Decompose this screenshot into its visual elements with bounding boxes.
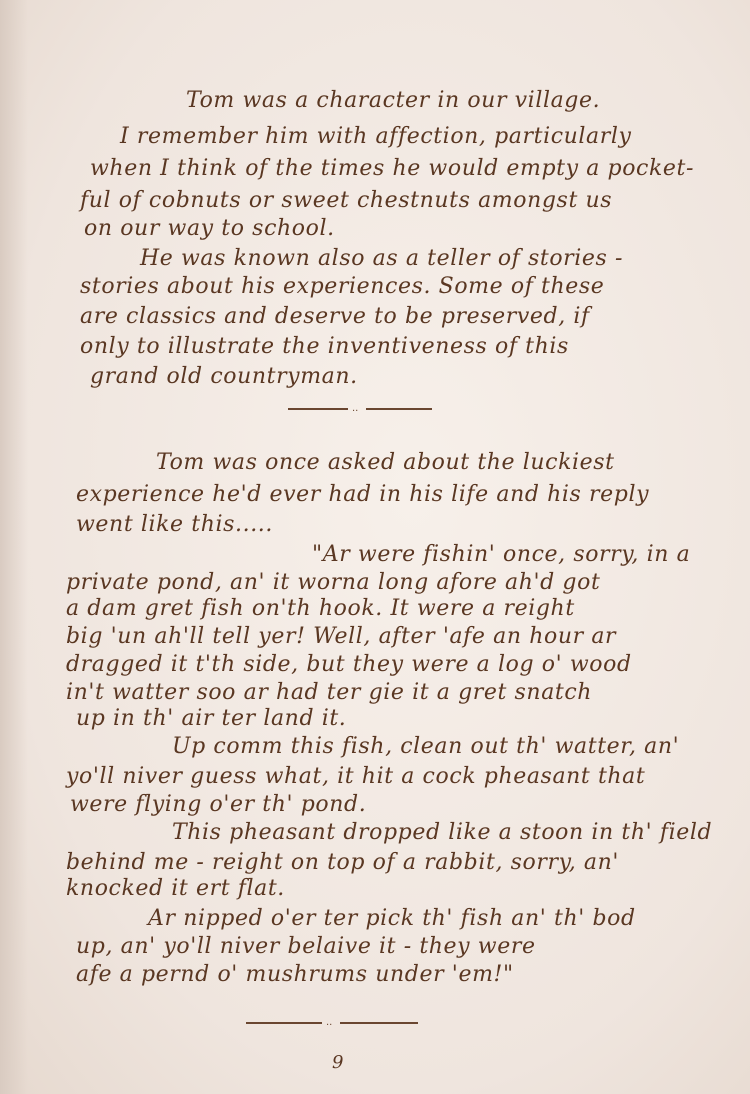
quote-line-10: were flying o'er th' pond. <box>70 792 367 817</box>
paragraph-2-line-5: grand old countryman. <box>90 364 358 389</box>
quote-line-4: big 'un ah'll tell yer! Well, after 'afe an hour ar <box>66 624 617 649</box>
quote-line-9: yo'll niver guess what, it hit a cock pheasant that <box>66 764 646 789</box>
quote-line-12: behind me - reight on top of a rabbit, sorry, an' <box>66 850 620 875</box>
paragraph-3-line-1: Tom was once asked about the luckiest <box>156 450 615 475</box>
quote-line-15: up, an' yo'll niver belaive it - they were <box>76 934 536 959</box>
quote-line-11: This pheasant dropped like a stoon in th' field <box>172 820 713 845</box>
paragraph-3-line-2: experience he'd ever had in his life and his reply <box>76 482 650 507</box>
paragraph-2-line-3: are classics and deserve to be preserved, if <box>80 304 590 329</box>
paragraph-1-line-3: when I think of the times he would empty a pocket- <box>90 156 694 181</box>
quote-line-2: private pond, an' it worna long afore ah'd got <box>66 570 601 595</box>
paragraph-2-line-2: stories about his experiences. Some of these <box>80 274 605 299</box>
paragraph-2-line-4: only to illustrate the inventiveness of this <box>80 334 569 359</box>
paragraph-2-line-1: He was known also as a teller of stories - <box>140 246 624 271</box>
paragraph-1-line-4: ful of cobnuts or sweet chestnuts amongst us <box>80 188 613 213</box>
quote-line-5: dragged it t'th side, but they were a log o' wood <box>66 652 632 677</box>
quote-line-14: Ar nipped o'er ter pick th' fish an' th' bod <box>148 906 636 931</box>
quote-line-7: up in th' air ter land it. <box>76 706 347 731</box>
divider-dots: .. <box>326 1017 333 1028</box>
paragraph-1-line-2: I remember him with affection, particularly <box>120 124 632 149</box>
quote-line-16: afe a pernd o' mushrums under 'em!" <box>76 962 514 987</box>
paragraph-3-line-3: went like this..... <box>76 512 273 537</box>
section-divider-2 <box>246 1018 418 1028</box>
quote-line-8: Up comm this fish, clean out th' watter, an' <box>172 734 680 759</box>
paragraph-1-line-5: on our way to school. <box>84 216 335 241</box>
section-divider-1 <box>288 404 432 414</box>
quote-line-13: knocked it ert flat. <box>66 876 285 901</box>
page-edge-shadow <box>0 0 28 1094</box>
quote-line-3: a dam gret fish on'th hook. It were a reight <box>66 596 575 621</box>
paragraph-1-line-1: Tom was a character in our village. <box>186 88 601 113</box>
quote-line-6: in't watter soo ar had ter gie it a gret snatch <box>66 680 593 705</box>
page-number: 9 <box>332 1052 344 1073</box>
divider-dots: .. <box>352 403 359 414</box>
quote-line-1: "Ar were fishin' once, sorry, in a <box>312 542 691 567</box>
